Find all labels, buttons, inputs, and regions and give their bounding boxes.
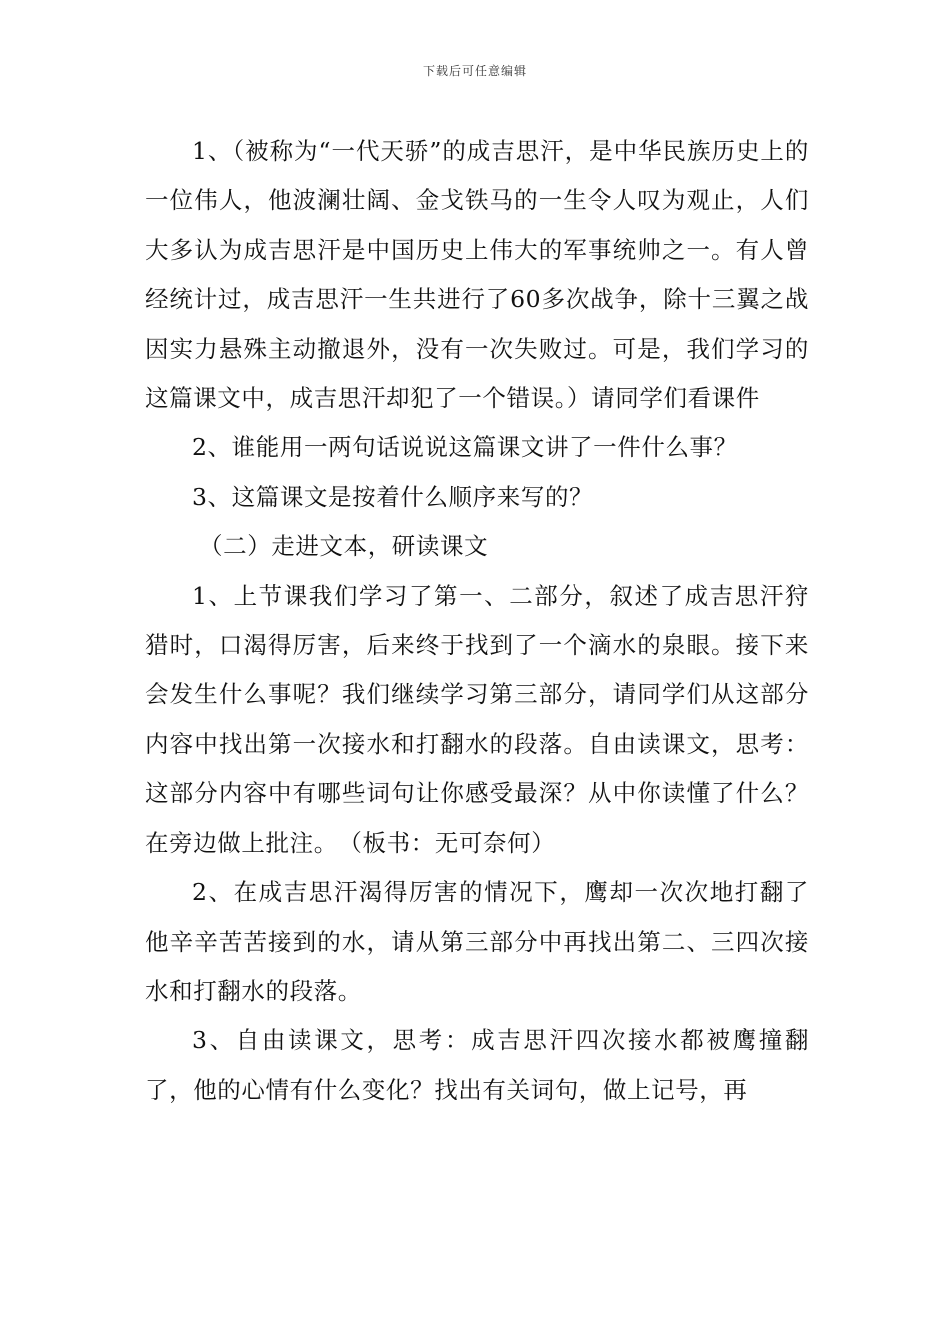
page-header-note: 下载后可任意编辑	[422, 64, 527, 78]
paragraph-item-6: 3、自由读课文，思考：成吉思汗四次接水都被鹰撞翻了，他的心情有什么变化？找出有关词句，做上记号，再	[145, 1026, 809, 1104]
section-heading: （二）走进文本，研读课文	[199, 532, 489, 561]
document-body	[145, 127, 809, 1115]
paragraph-item-2: 2、谁能用一两句话说说这篇课文讲了一件什么事？	[192, 433, 738, 462]
paragraph-item-1: 1、（被称为“一代天骄”的成吉思汗，是中华民族历史上的一位伟人，他波澜壮阔、金戈铁马的一生令人叹为观止，人们大多认为成吉思汗是中国历史上伟大的军事统帅之一。有人曾经统计过，成吉思汗一生共进行了60多次战争，除十三翼之战因实力悬殊主动撤退外，没有一次失败过。可是，我们学习的这篇课文中，成吉思汗却犯了一个错误。）请同学们看课件	[145, 137, 809, 413]
paragraph-item-4: 1、上节课我们学习了第一、二部分，叙述了成吉思汗狩猎时，口渴得厉害，后来终于找到了一个滴水的泉眼。接下来会发生什么事呢？我们继续学习第三部分，请同学们从这部分内容中找出第一次接水和打翻水的段落。自由读课文，思考：这部分内容中有哪些词句让你感受最深？从中你读懂了什么？在旁边做上批注。 （板书：无可奈何）	[145, 581, 809, 857]
paragraph-item-5: 2、在成吉思汗渴得厉害的情况下，鹰却一次次地打翻了他辛辛苦苦接到的水，请从第三部分中再找出第二、三四次接水和打翻水的段落。	[145, 878, 809, 1005]
paragraph-item-3: 3、这篇课文是按着什么顺序来写的？	[192, 482, 594, 511]
